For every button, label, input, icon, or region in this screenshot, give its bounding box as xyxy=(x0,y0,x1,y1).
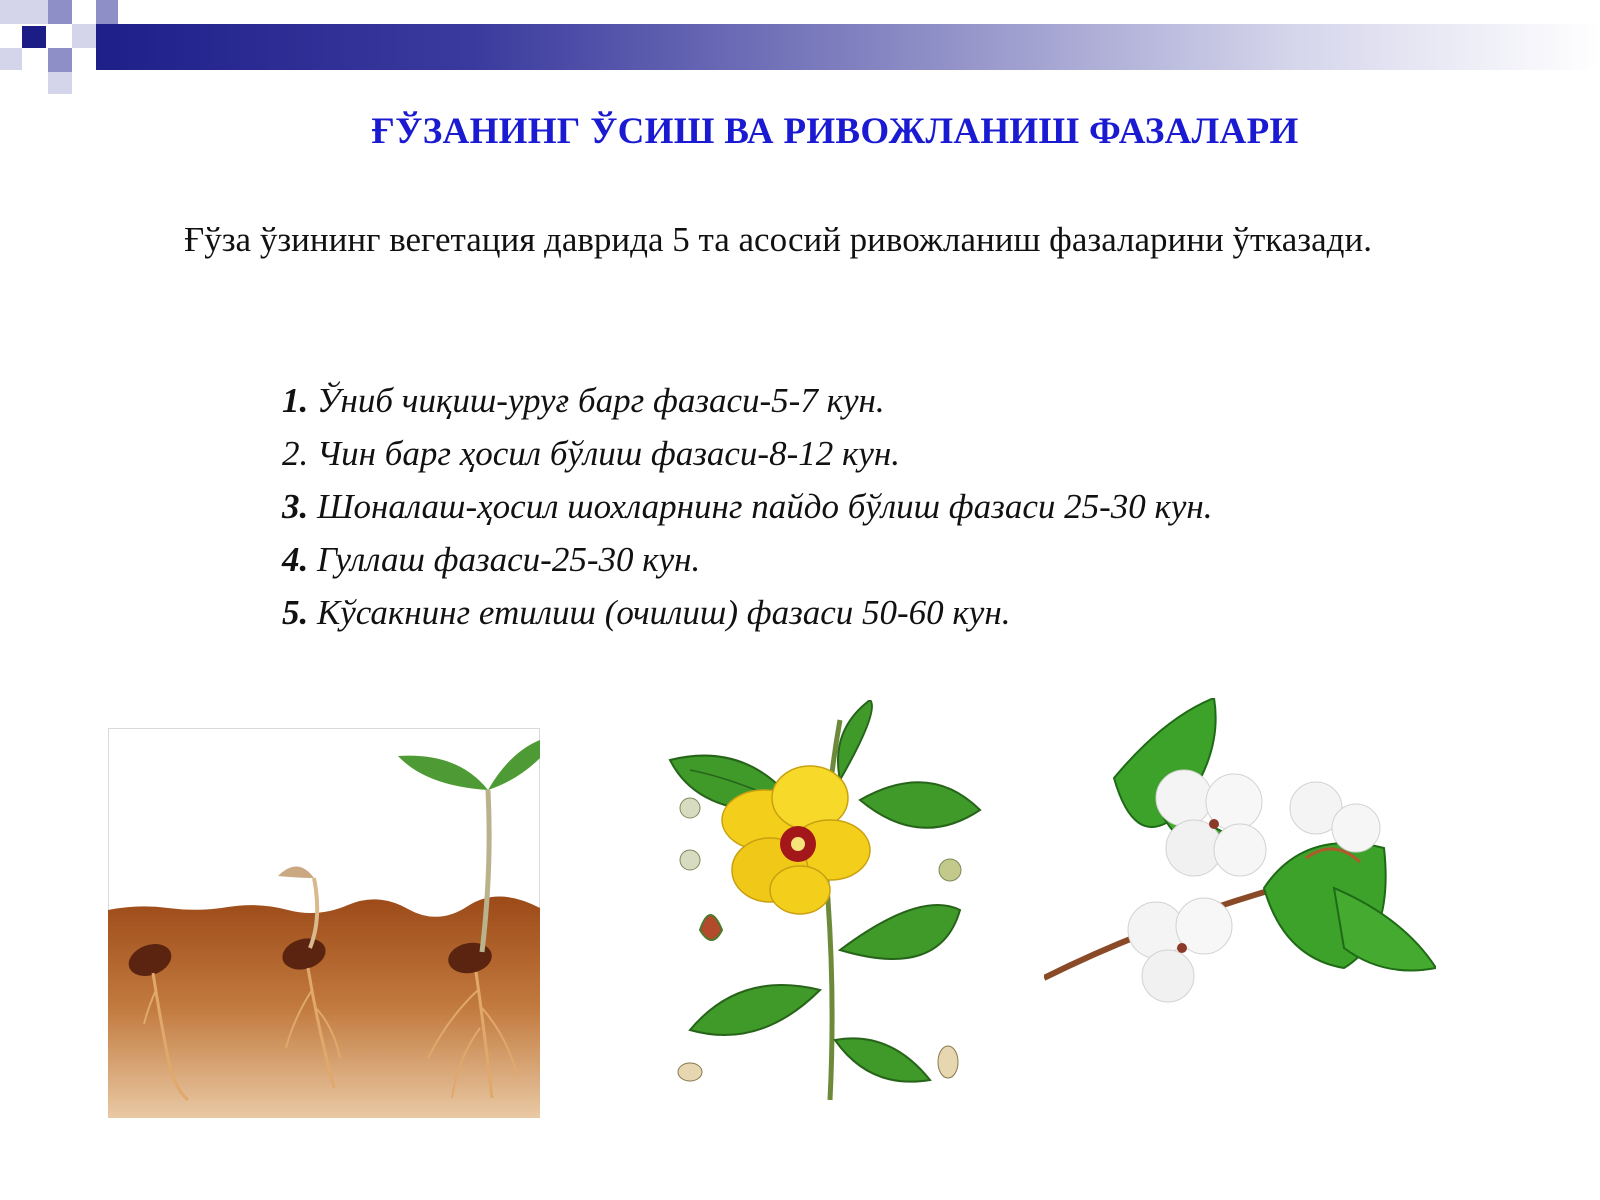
phase-text: Ўниб чиқиш-уруғ барг фазаси-5-7 кун. xyxy=(308,381,885,420)
banner-square xyxy=(48,48,72,72)
phase-number: 2. xyxy=(282,434,309,473)
germination-illustration xyxy=(108,728,540,1118)
phase-text: Кўсакнинг етилиш (очилиш) фазаси 50-60 кун. xyxy=(308,593,1011,632)
phase-number: 4. xyxy=(282,540,309,579)
phase-text: Чин барг ҳосил бўлиш фазаси-8-12 кун. xyxy=(308,434,901,473)
phase-number: 1. xyxy=(282,381,309,420)
list-item xyxy=(282,586,1522,639)
list-item xyxy=(282,480,1522,533)
phase-text: Шоналаш-ҳосил шохларнинг пайдо бўлиш фазаси 25-30 кун. xyxy=(308,487,1213,526)
leaf-icon xyxy=(690,985,820,1035)
banner-square xyxy=(0,48,22,70)
banner-square xyxy=(72,24,96,48)
list-item xyxy=(282,533,1522,586)
banner-gradient-bar xyxy=(96,24,1600,70)
cotton-boll-icon xyxy=(1128,898,1232,1002)
cotton-boll-icon xyxy=(1290,782,1380,862)
leaf-icon xyxy=(840,905,960,959)
flower-illustration xyxy=(660,700,1000,1110)
phases-list xyxy=(282,374,1522,639)
cotton-boll-illustration xyxy=(1044,698,1436,1038)
intro-paragraph: Ғўза ўзининг вегетация даврида 5 та асосий ривожланиш фазаларини ўтказади. xyxy=(184,220,1372,259)
cotton-boll-icon xyxy=(1156,770,1266,876)
banner-square xyxy=(0,0,48,24)
phase-text: Гуллаш фазаси-25-30 кун. xyxy=(308,540,701,579)
banner-square xyxy=(22,26,46,48)
list-item xyxy=(282,374,1522,427)
header-banner xyxy=(0,0,1600,100)
soil-layer xyxy=(108,896,540,1118)
slide-title: ҒЎЗАНИНГ ЎСИШ ВА РИВОЖЛАНИШ ФАЗАЛАРИ xyxy=(371,111,1299,152)
list-item xyxy=(282,427,1522,480)
phase-number: 5. xyxy=(282,593,309,632)
banner-square xyxy=(96,0,118,24)
leaf-icon xyxy=(1264,843,1436,971)
leaf-icon xyxy=(838,700,872,780)
leaf-icon xyxy=(835,1038,930,1081)
banner-square xyxy=(48,72,72,94)
phase-number: 3. xyxy=(282,487,309,526)
leaf-icon xyxy=(860,782,980,828)
banner-square xyxy=(48,0,72,24)
